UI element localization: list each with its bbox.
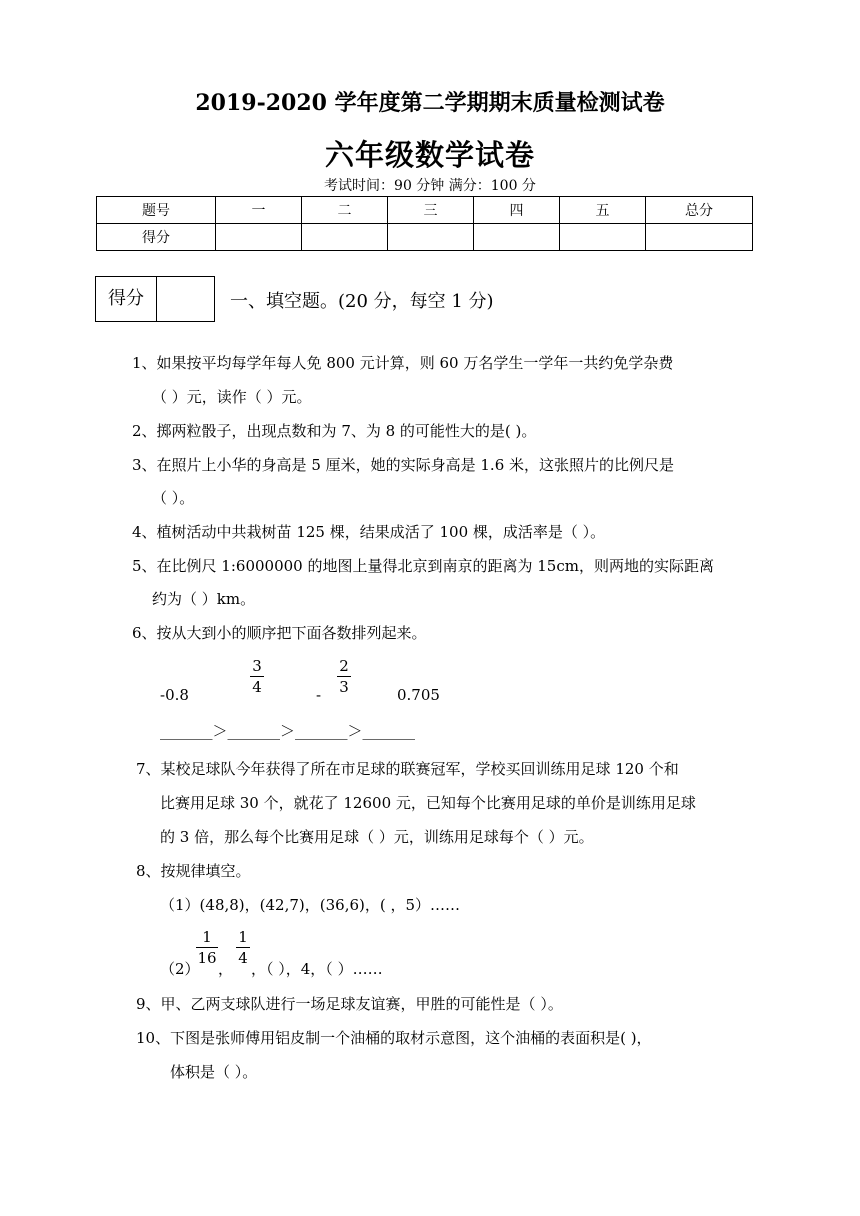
score-header-cell: 二 (302, 197, 388, 224)
question-1-line-1: 1、如果按平均每学年每人免 800 元计算，则 60 万名学生一学年一共约免学杂费 (132, 354, 674, 372)
fraction-denominator: 4 (238, 949, 248, 967)
question-9: 9、甲、乙两支球队进行一场足球友谊赛，甲胜的可能性是（ ）。 (136, 995, 563, 1013)
fraction-bar (196, 947, 218, 948)
score-cell[interactable] (474, 224, 560, 251)
fraction-numerator: 3 (252, 657, 262, 675)
fraction-numerator: 1 (202, 928, 212, 946)
score-header-cell: 题号 (97, 197, 216, 224)
question-8-part-1: （1）(48,8)，(42,7)，(36,6)，( ，5）…… (160, 896, 461, 914)
q8-fraction-1 (196, 928, 218, 967)
score-cell[interactable] (302, 224, 388, 251)
exam-title: 2019-2020 学年度第二学期期末质量检测试卷 (195, 90, 665, 116)
question-2: 2、掷两粒骰子，出现点数和为 7、为 8 的可能性大的是( )。 (132, 422, 537, 440)
score-cell[interactable] (388, 224, 474, 251)
q6-fraction-2 (337, 657, 351, 696)
score-cell[interactable] (646, 224, 753, 251)
section-title: 一、填空题。(20 分，每空 1 分) (230, 291, 494, 312)
fraction-bar (236, 947, 250, 948)
question-7-line-3: 的 3 倍，那么每个比赛用足球（ ）元，训练用足球每个（ ）元。 (160, 828, 594, 846)
question-8-part-2-rest: ，（ ），4，（ ）…… (251, 960, 383, 978)
exam-subtitle: 六年级数学试卷 (324, 138, 535, 172)
score-row-label: 得分 (97, 224, 216, 251)
question-7-line-1: 7、某校足球队今年获得了所在市足球的联赛冠军，学校买回训练用足球 120 个和 (136, 760, 679, 778)
fraction-numerator: 2 (339, 657, 349, 675)
question-4: 4、植树活动中共栽树苗 125 棵，结果成活了 100 棵，成活率是（ ）。 (132, 523, 606, 541)
question-3-line-2: （ ）。 (152, 489, 195, 507)
score-table-header-row (97, 197, 753, 224)
fraction-bar (250, 676, 264, 677)
score-cell[interactable] (216, 224, 302, 251)
fraction-bar (337, 676, 351, 677)
score-header-cell: 一 (216, 197, 302, 224)
fraction-denominator: 3 (339, 678, 349, 696)
question-10-line-1: 10、下图是张师傅用铝皮制一个油桶的取材示意图，这个油桶的表面积是( )， (136, 1029, 652, 1047)
question-8: 8、按规律填空。 (136, 862, 251, 880)
question-5-line-2: 约为（ ）km。 (152, 590, 256, 608)
q6-order-blanks[interactable]: _______＞_______＞_______＞_______ (160, 722, 416, 740)
score-cell[interactable] (560, 224, 646, 251)
q6-number-1: -0.8 (160, 686, 189, 704)
section-score-box (95, 276, 215, 322)
question-5-line-1: 5、在比例尺 1:6000000 的地图上量得北京到南京的距离为 15cm，则两地的实际距离 (132, 557, 714, 575)
score-header-cell: 三 (388, 197, 474, 224)
score-header-cell: 五 (560, 197, 646, 224)
score-table (96, 196, 753, 251)
q6-number-4: 0.705 (397, 686, 440, 704)
q6-negative-sign: - (316, 686, 322, 704)
fraction-denominator: 16 (197, 949, 217, 967)
question-10-line-2: 体积是（ ）。 (170, 1063, 258, 1081)
question-8-part-2-prefix: （2） (160, 960, 200, 978)
q8-comma: ， (218, 960, 234, 978)
exam-info: 考试时间：90 分钟 满分：100 分 (324, 178, 536, 194)
fraction-denominator: 4 (252, 678, 262, 696)
question-1-line-2: （ ）元，读作（ ）元。 (152, 388, 312, 406)
question-6: 6、按从大到小的顺序把下面各数排列起来。 (132, 624, 427, 642)
fraction-numerator: 1 (238, 928, 248, 946)
q8-fraction-2 (236, 928, 250, 967)
question-3-line-1: 3、在照片上小华的身高是 5 厘米，她的实际身高是 1.6 米，这张照片的比例尺是 (132, 456, 675, 474)
section-score-label: 得分 (96, 277, 157, 321)
score-table-score-row (97, 224, 753, 251)
score-header-cell: 总分 (646, 197, 753, 224)
q6-fraction-1 (250, 657, 264, 696)
question-7-line-2: 比赛用足球 30 个，就花了 12600 元，已知每个比赛用足球的单价是训练用足球 (160, 794, 696, 812)
score-header-cell: 四 (474, 197, 560, 224)
